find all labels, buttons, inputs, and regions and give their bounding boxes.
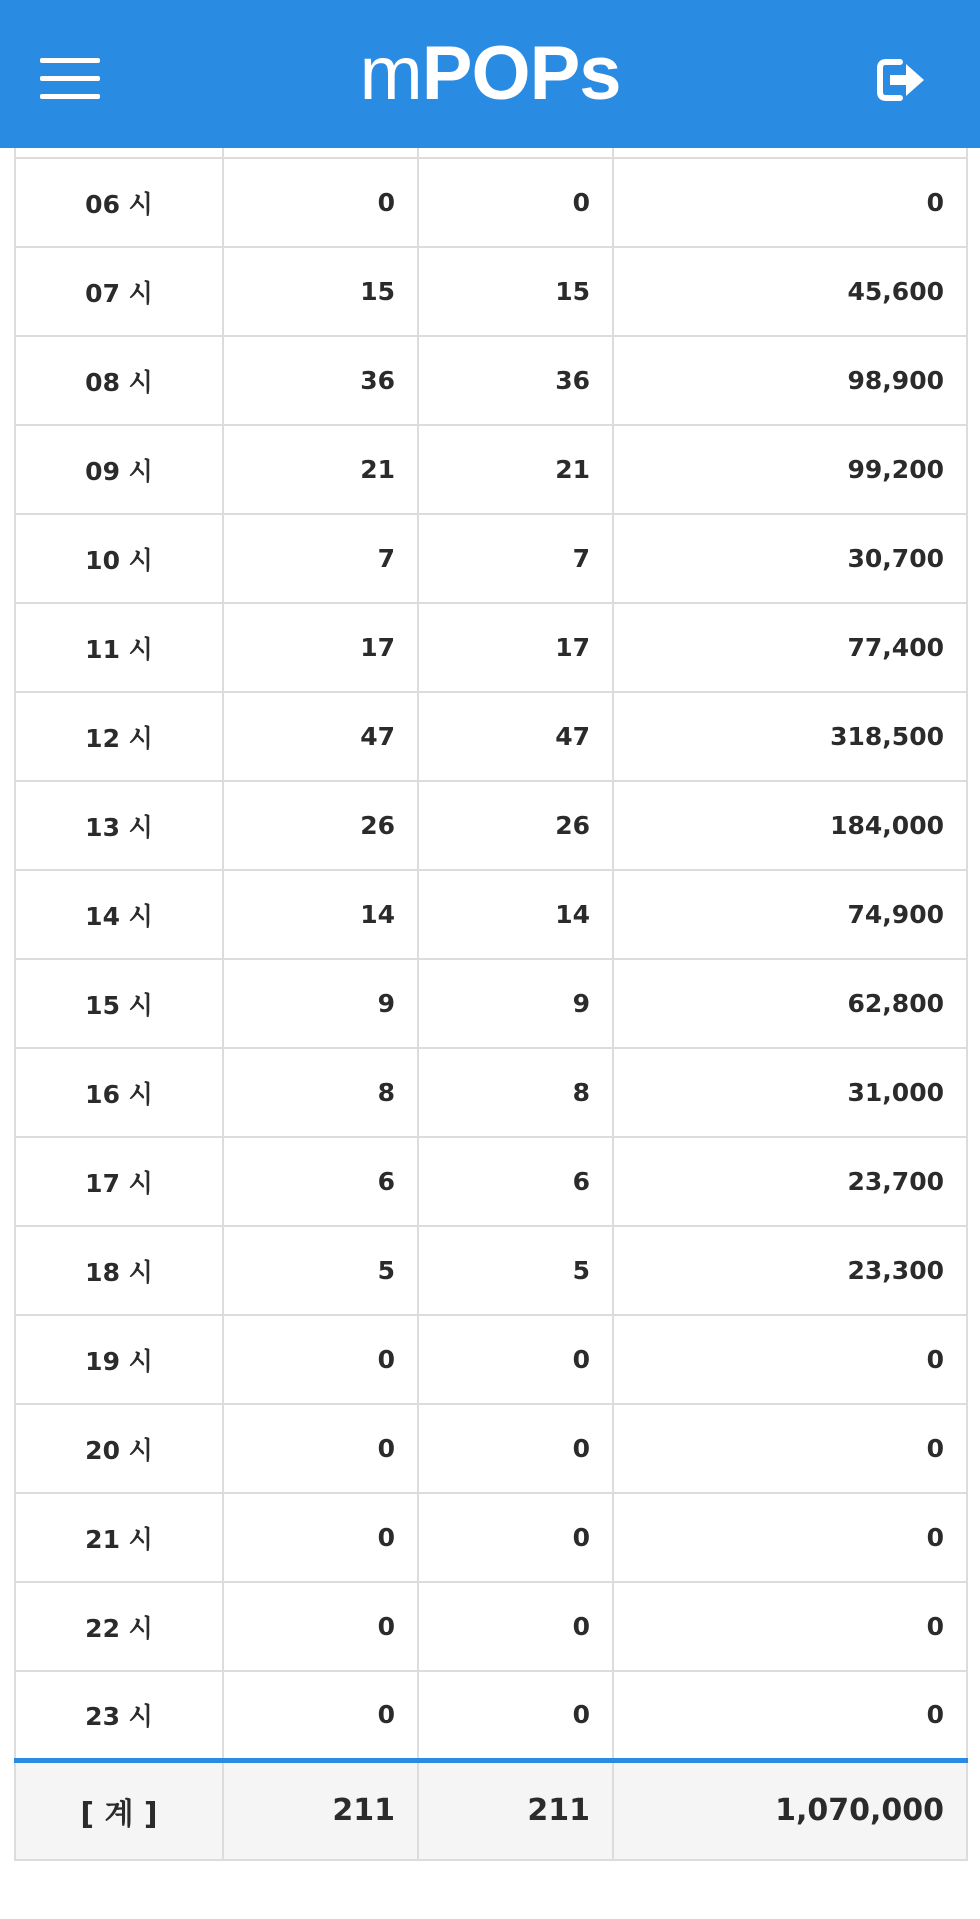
total-label: [ 계 ] — [15, 1760, 223, 1860]
hour-cell: 18 시 — [15, 1226, 223, 1315]
amount-cell: 62,800 — [613, 959, 967, 1048]
count-cell-2: 15 — [418, 247, 613, 336]
app-header — [0, 0, 980, 148]
table-row — [15, 425, 967, 514]
amount-cell: 0 — [613, 1671, 967, 1760]
amount-cell: 0 — [613, 1582, 967, 1671]
count-cell: 0 — [223, 158, 418, 247]
hour-cell: 22 시 — [15, 1582, 223, 1671]
table-row — [15, 1582, 967, 1671]
table-row — [15, 1137, 967, 1226]
hour-cell: 23 시 — [15, 1671, 223, 1760]
table-row — [15, 870, 967, 959]
hour-cell: 20 시 — [15, 1404, 223, 1493]
count-cell-2: 8 — [418, 1048, 613, 1137]
table-row — [15, 336, 967, 425]
hour-cell: 12 시 — [15, 692, 223, 781]
table-row — [15, 603, 967, 692]
table-row — [15, 514, 967, 603]
amount-cell: 184,000 — [613, 781, 967, 870]
table-row — [15, 1315, 967, 1404]
count-cell: 0 — [223, 1315, 418, 1404]
count-cell-2: 6 — [418, 1137, 613, 1226]
total-col3: 211 — [418, 1760, 613, 1860]
total-amount: 1,070,000 — [613, 1760, 967, 1860]
hour-cell: 13 시 — [15, 781, 223, 870]
count-cell-2: 47 — [418, 692, 613, 781]
amount-cell: 30,700 — [613, 514, 967, 603]
count-cell-2: 0 — [418, 1315, 613, 1404]
hour-cell: 07 시 — [15, 247, 223, 336]
total-col2: 211 — [223, 1760, 418, 1860]
count-cell: 0 — [223, 1671, 418, 1760]
amount-cell: 77,400 — [613, 603, 967, 692]
count-cell: 9 — [223, 959, 418, 1048]
table-row — [15, 1048, 967, 1137]
count-cell-2: 26 — [418, 781, 613, 870]
hour-cell: 17 시 — [15, 1137, 223, 1226]
amount-cell: 23,700 — [613, 1137, 967, 1226]
amount-cell: 98,900 — [613, 336, 967, 425]
hour-cell: 08 시 — [15, 336, 223, 425]
hour-cell: 11 시 — [15, 603, 223, 692]
hour-cell: 15 시 — [15, 959, 223, 1048]
count-cell: 14 — [223, 870, 418, 959]
hour-cell: 14 시 — [15, 870, 223, 959]
amount-cell: 0 — [613, 1493, 967, 1582]
amount-cell: 318,500 — [613, 692, 967, 781]
table-row — [15, 692, 967, 781]
count-cell-2: 0 — [418, 1404, 613, 1493]
amount-cell: 31,000 — [613, 1048, 967, 1137]
amount-cell: 99,200 — [613, 425, 967, 514]
count-cell-2: 0 — [418, 158, 613, 247]
hour-cell: 10 시 — [15, 514, 223, 603]
amount-cell: 0 — [613, 158, 967, 247]
count-cell: 17 — [223, 603, 418, 692]
hour-cell: 09 시 — [15, 425, 223, 514]
table-row — [15, 158, 967, 247]
table-row — [15, 247, 967, 336]
hour-cell: 21 시 — [15, 1493, 223, 1582]
count-cell-2: 21 — [418, 425, 613, 514]
table-row-partial — [15, 148, 967, 158]
hour-cell: 19 시 — [15, 1315, 223, 1404]
count-cell: 6 — [223, 1137, 418, 1226]
app-logo: mPOPs — [359, 31, 621, 116]
count-cell: 0 — [223, 1582, 418, 1671]
count-cell-2: 0 — [418, 1493, 613, 1582]
table-row — [15, 781, 967, 870]
count-cell-2: 17 — [418, 603, 613, 692]
count-cell-2: 9 — [418, 959, 613, 1048]
count-cell: 5 — [223, 1226, 418, 1315]
count-cell: 47 — [223, 692, 418, 781]
count-cell: 26 — [223, 781, 418, 870]
total-row — [15, 1760, 967, 1860]
table-row — [15, 1226, 967, 1315]
count-cell: 21 — [223, 425, 418, 514]
count-cell-2: 0 — [418, 1671, 613, 1760]
hour-cell: 06 시 — [15, 158, 223, 247]
table-row — [15, 1671, 967, 1760]
amount-cell: 0 — [613, 1404, 967, 1493]
amount-cell: 23,300 — [613, 1226, 967, 1315]
count-cell: 0 — [223, 1493, 418, 1582]
count-cell: 8 — [223, 1048, 418, 1137]
count-cell-2: 0 — [418, 1582, 613, 1671]
count-cell: 7 — [223, 514, 418, 603]
table-row — [15, 1493, 967, 1582]
amount-cell: 74,900 — [613, 870, 967, 959]
count-cell: 36 — [223, 336, 418, 425]
count-cell-2: 7 — [418, 514, 613, 603]
logout-icon — [876, 58, 928, 102]
table-row — [15, 959, 967, 1048]
hourly-sales-table — [14, 148, 966, 1861]
table-row — [15, 1404, 967, 1493]
amount-cell: 45,600 — [613, 247, 967, 336]
count-cell-2: 14 — [418, 870, 613, 959]
count-cell-2: 5 — [418, 1226, 613, 1315]
count-cell: 15 — [223, 247, 418, 336]
count-cell: 0 — [223, 1404, 418, 1493]
amount-cell: 0 — [613, 1315, 967, 1404]
count-cell-2: 36 — [418, 336, 613, 425]
logout-button[interactable] — [876, 58, 928, 102]
hour-cell: 16 시 — [15, 1048, 223, 1137]
